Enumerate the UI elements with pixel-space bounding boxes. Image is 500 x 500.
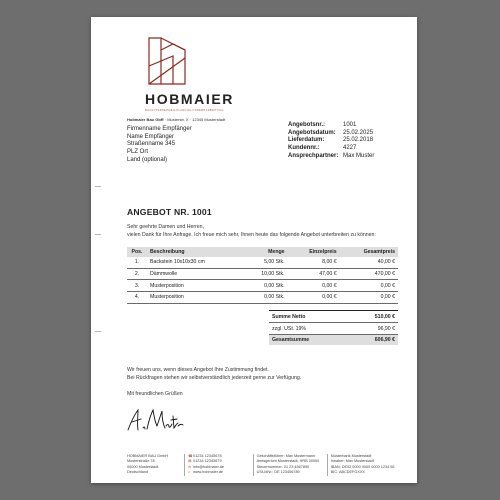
net-total-row: Summe Netto 510,00 € — [269, 310, 398, 323]
brand-tagline: BAUUNTERNEHMEN-PLANUNG-UNDERHARBEITUNG — [145, 109, 224, 112]
meta-row — [288, 145, 374, 153]
footer-contact: ☎01234 12345678 ▤ 01234 12345679 ✉ info@hobmaier.de ⌂ www.hobmaier.de — [184, 454, 253, 476]
recipient-line: Name Empfänger — [127, 133, 175, 140]
mail-icon: ✉ — [188, 464, 192, 469]
punch-mark — [95, 234, 101, 235]
meta-row — [288, 153, 374, 161]
recipient-line: Straßenname 345 — [127, 141, 176, 148]
table-row: 4. Musterposition 0,00 Stk. 0,00 € 0,00 € — [127, 292, 398, 304]
web-icon: ⌂ — [188, 470, 191, 475]
closing-text — [127, 367, 301, 383]
meta-value: 1001 — [343, 122, 357, 128]
recipient-line: Land (optional) — [127, 156, 168, 163]
meta-value: Max Muster — [343, 152, 375, 159]
footer-bank: Musterbank Musterstadt Inhaber: Max Musterstadt IBAN: DE02 0000 0000 0000 1234 56 BIC: ABCDEFGXXX — [327, 454, 399, 476]
fold-mark — [95, 331, 101, 332]
items-table — [127, 247, 398, 304]
table-row: 1. Backstein 10x10x30 cm 5,00 Stk. 8,00 € 40,00 € — [127, 257, 398, 268]
offer-document — [91, 17, 417, 483]
sender-address: · Musterstr. X · 12345 Musterstadt — [163, 117, 226, 122]
meta-label: Angebotsdatum: — [288, 129, 336, 136]
intro-sentence: vielen Dank für Ihre Anfrage. Ich freue mich sehr, Ihnen heute das folgende Angebot unterbreiten zu können: — [127, 231, 376, 238]
col-total: Gesamtpreis — [340, 247, 398, 257]
meta-row — [288, 137, 374, 145]
totals-block — [269, 310, 398, 345]
sender-line — [127, 117, 225, 122]
meta-label: Ansprechpartner: — [288, 152, 339, 159]
intro-text — [127, 224, 376, 239]
meta-row — [288, 122, 374, 130]
greeting: Mit freundlichen Grüßen — [127, 391, 183, 397]
table-row: 2. Dämmwolle 10,00 Stk. 47,00 € 470,00 € — [127, 268, 398, 280]
fold-mark — [95, 186, 101, 187]
meta-label: Angebotsnr.: — [288, 122, 325, 128]
sender-company: Hobmaier Bau GbR — [127, 117, 164, 122]
page-footer — [127, 454, 399, 476]
logo-building-icon — [145, 36, 189, 86]
offer-meta — [288, 122, 374, 161]
recipient-line: Firmenname Empfänger — [127, 126, 192, 132]
table-header — [127, 247, 398, 257]
col-pos: Pos. — [127, 247, 147, 257]
meta-value: 25.02.2018 — [343, 137, 374, 144]
grand-total-row: Gesamtsumme 606,90 € — [269, 335, 398, 345]
meta-value: 25.02.2025 — [343, 129, 374, 136]
handwritten-signature — [125, 406, 185, 434]
col-description: Beschreibung — [147, 247, 242, 257]
meta-row — [288, 130, 374, 138]
meta-label: Lieferdatum: — [288, 137, 325, 144]
recipient-line: PLZ Ort — [127, 149, 149, 156]
table-row: 3. Musterposition 0,00 Stk. 0,00 € 0,00 € — [127, 280, 398, 292]
offer-title: ANGEBOT NR. 1001 — [127, 207, 212, 217]
phone-icon: ☎ — [188, 454, 193, 458]
meta-value: 4227 — [343, 145, 357, 152]
fax-icon: ▤ — [188, 459, 192, 464]
footer-company: HOBMAIER BAU GmbH Musterstraße 78 00000 Musterstadt Deutschland — [127, 454, 169, 475]
closing-line: Bei Rückfragen stehen wir selbstverständlich jederzeit gerne zur Verfügung. — [127, 374, 302, 381]
col-unit-price: Einzelpreis — [288, 247, 340, 257]
closing-line: Wir freuen uns, wenn dieses Angebot Ihre Zustimmung findet. — [127, 367, 269, 373]
footer-legal: Geschäftsführer: Max Mustermann Amtsgericht Musterstadt, HRB 00000 Steuernummer: 01 23 4567890 USt-IdNr.: DE 123456789 — [253, 454, 327, 476]
vat-row: zzgl. USt. 19% 96,90 € — [269, 323, 398, 335]
meta-label: Kundennr.: — [288, 145, 320, 152]
salutation: Sehr geehrte Damen und Herren, — [127, 224, 204, 230]
col-quantity: Menge — [242, 247, 288, 257]
brand-name: HOBMAIER — [145, 91, 235, 107]
recipient-address — [127, 126, 192, 165]
